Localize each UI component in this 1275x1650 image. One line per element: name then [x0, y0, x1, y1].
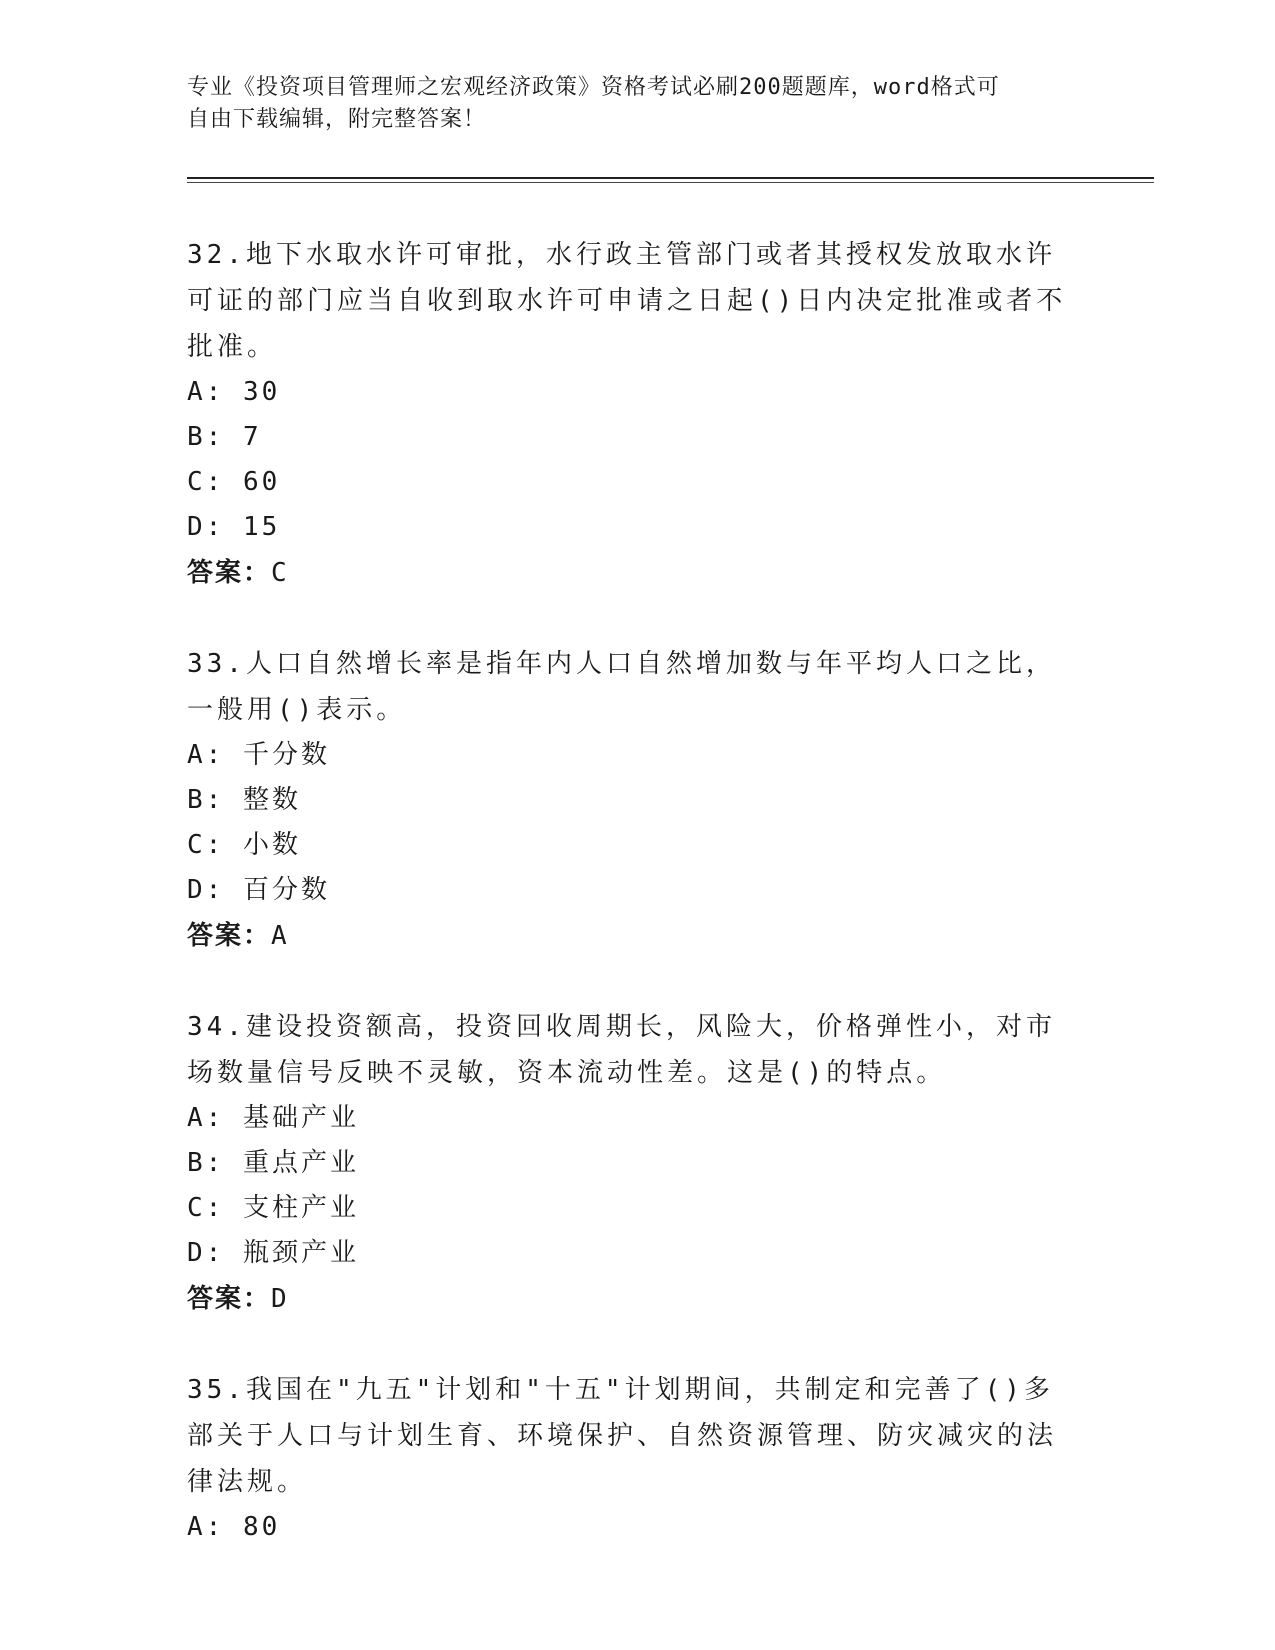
option-a: A: 千分数 — [187, 740, 330, 770]
answer-line — [187, 913, 1077, 959]
header-line-2: 自由下载编辑，附完整答案！ — [187, 107, 487, 132]
option-d: D: 15 — [187, 512, 281, 542]
option-c: C: 小数 — [187, 830, 301, 860]
question-33 — [187, 641, 1077, 959]
answer-value: C — [271, 558, 289, 588]
header-line-1: 专业《投资项目管理师之宏观经济政策》资格考试必刷200题题库，word格式可 — [187, 75, 1000, 100]
option-d: D: 瓶颈产业 — [187, 1238, 359, 1268]
question-stem: 35.我国在"九五"计划和"十五"计划期间，共制定和完善了()多部关于人口与计划生育、环境保护、自然资源管理、防灾减灾的法律法规。 — [187, 1375, 1058, 1497]
option-a: A: 80 — [187, 1512, 281, 1542]
answer-label: 答案： — [187, 558, 272, 588]
question-35 — [187, 1367, 1077, 1550]
header-divider — [187, 177, 1154, 179]
question-stem: 33.人口自然增长率是指年内人口自然增加数与年平均人口之比，一般用()表示。 — [187, 649, 1056, 725]
question-stem: 34.建设投资额高，投资回收周期长，风险大，价格弹性小，对市场数量信号反映不灵敏，资本流动性差。这是()的特点。 — [187, 1012, 1056, 1088]
option-b: B: 重点产业 — [187, 1148, 359, 1178]
option-c: C: 60 — [187, 467, 281, 497]
question-34 — [187, 1004, 1077, 1322]
answer-line — [187, 550, 1077, 596]
answer-label: 答案： — [187, 1284, 272, 1314]
answer-value: A — [271, 921, 289, 951]
answer-label: 答案： — [187, 921, 272, 951]
question-32 — [187, 232, 1077, 596]
document-header — [187, 72, 1067, 136]
option-b: B: 7 — [187, 422, 262, 452]
question-list — [187, 232, 1077, 1595]
option-b: B: 整数 — [187, 785, 301, 815]
option-d: D: 百分数 — [187, 875, 330, 905]
answer-value: D — [271, 1284, 289, 1314]
answer-line — [187, 1276, 1077, 1322]
question-stem: 32.地下水取水许可审批，水行政主管部门或者其授权发放取水许可证的部门应当自收到取水许可申请之日起()日内决定批准或者不批准。 — [187, 240, 1067, 362]
option-a: A: 基础产业 — [187, 1103, 359, 1133]
option-a: A: 30 — [187, 377, 281, 407]
option-c: C: 支柱产业 — [187, 1193, 359, 1223]
header-divider-thin — [187, 182, 1154, 183]
